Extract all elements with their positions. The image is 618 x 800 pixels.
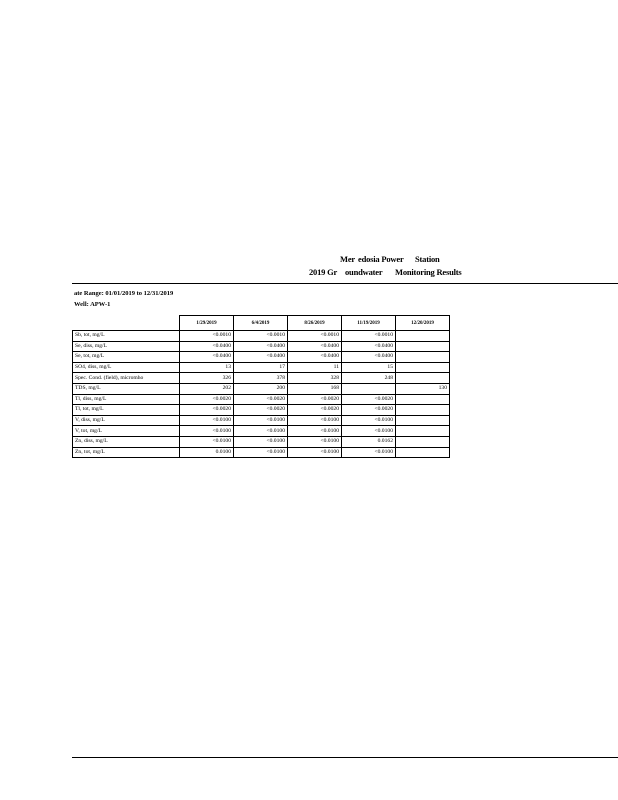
value-cell: <0.0100 xyxy=(234,447,288,458)
column-header-date: 1/29/2019 xyxy=(180,316,234,331)
value-cell: 17 xyxy=(234,362,288,373)
value-cell xyxy=(342,383,396,394)
title-line1-part2: edosia Power xyxy=(358,254,404,264)
value-cell: 130 xyxy=(396,383,450,394)
value-cell: 378 xyxy=(234,373,288,384)
well-label: Well: APW-1 xyxy=(74,301,111,308)
column-header-date: 11/19/2019 xyxy=(342,316,396,331)
table-row xyxy=(73,362,450,373)
title-line2-part1: 2019 Gr xyxy=(309,267,338,277)
date-range-label: ate Range: 01/01/2019 to 12/31/2019 xyxy=(74,290,174,297)
value-cell: <0.0100 xyxy=(180,436,234,447)
parameter-cell: Se, tot, mg/L xyxy=(73,352,180,363)
table-row xyxy=(73,331,450,342)
parameter-cell: Sb, tot, mg/L xyxy=(73,331,180,342)
title-line1-part1: Mer xyxy=(340,254,355,264)
column-header-date: 8/26/2019 xyxy=(288,316,342,331)
parameter-cell: Zn, tot, mg/L xyxy=(73,447,180,458)
column-header-date: 6/4/2019 xyxy=(234,316,288,331)
value-cell xyxy=(396,341,450,352)
value-cell: 326 xyxy=(180,373,234,384)
value-cell: <0.0020 xyxy=(180,405,234,416)
value-cell xyxy=(396,426,450,437)
value-cell: <0.0020 xyxy=(288,394,342,405)
value-cell: <0.0400 xyxy=(234,352,288,363)
table-row xyxy=(73,447,450,458)
title-line2-part2: oundwater xyxy=(345,267,383,277)
value-cell: 0.0100 xyxy=(180,447,234,458)
value-cell xyxy=(396,394,450,405)
parameter-cell: Tl, diss, mg/L xyxy=(73,394,180,405)
parameter-cell: V, diss, mg/L xyxy=(73,415,180,426)
value-cell xyxy=(396,362,450,373)
parameter-cell: TDS, mg/L xyxy=(73,383,180,394)
value-cell: <0.0020 xyxy=(234,405,288,416)
value-cell: 15 xyxy=(342,362,396,373)
value-cell: 328 xyxy=(288,373,342,384)
value-cell xyxy=(396,436,450,447)
value-cell: <0.0100 xyxy=(342,415,396,426)
value-cell: <0.0100 xyxy=(288,426,342,437)
value-cell: <0.0400 xyxy=(288,352,342,363)
value-cell: 11 xyxy=(288,362,342,373)
value-cell: <0.0100 xyxy=(234,436,288,447)
value-cell xyxy=(396,331,450,342)
value-cell xyxy=(396,373,450,384)
value-cell: 248 xyxy=(342,373,396,384)
value-cell: <0.0020 xyxy=(288,405,342,416)
value-cell: 202 xyxy=(180,383,234,394)
value-cell xyxy=(396,415,450,426)
value-cell: 200 xyxy=(234,383,288,394)
parameter-cell: Se, diss, mg/L xyxy=(73,341,180,352)
value-cell: <0.0020 xyxy=(342,405,396,416)
value-cell: <0.0100 xyxy=(180,415,234,426)
header-blank-cell xyxy=(73,316,180,331)
column-header-date: 12/20/2019 xyxy=(396,316,450,331)
parameter-cell: Zn, diss, mg/L xyxy=(73,436,180,447)
value-cell: <0.0400 xyxy=(342,341,396,352)
parameter-cell: Spec. Cond. (field), micromho xyxy=(73,373,180,384)
value-cell: <0.0100 xyxy=(234,426,288,437)
table-row xyxy=(73,405,450,416)
value-cell: <0.0100 xyxy=(288,436,342,447)
value-cell: <0.0010 xyxy=(342,331,396,342)
results-table xyxy=(72,315,450,458)
parameter-cell: SO4, diss, mg/L xyxy=(73,362,180,373)
value-cell: 168 xyxy=(288,383,342,394)
value-cell: <0.0400 xyxy=(342,352,396,363)
table-row xyxy=(73,383,450,394)
footer-divider xyxy=(72,757,618,758)
value-cell: <0.0100 xyxy=(342,426,396,437)
table-row xyxy=(73,426,450,437)
value-cell: 13 xyxy=(180,362,234,373)
value-cell: <0.0020 xyxy=(234,394,288,405)
value-cell: <0.0100 xyxy=(342,447,396,458)
value-cell: <0.0100 xyxy=(234,415,288,426)
title-line1-part3: Station xyxy=(415,254,440,264)
value-cell xyxy=(396,405,450,416)
value-cell xyxy=(396,447,450,458)
value-cell: <0.0400 xyxy=(234,341,288,352)
value-cell: <0.0400 xyxy=(288,341,342,352)
table-row xyxy=(73,394,450,405)
parameter-cell: V, tot, mg/L xyxy=(73,426,180,437)
parameter-cell: Tl, tot, mg/L xyxy=(73,405,180,416)
value-cell: <0.0010 xyxy=(180,331,234,342)
title-line2-part3: Monitoring Results xyxy=(395,267,462,277)
header-divider xyxy=(72,283,618,284)
value-cell: <0.0010 xyxy=(234,331,288,342)
table-row xyxy=(73,341,450,352)
value-cell: <0.0020 xyxy=(180,394,234,405)
value-cell: <0.0010 xyxy=(288,331,342,342)
value-cell xyxy=(396,352,450,363)
results-body xyxy=(73,331,450,458)
table-header-row xyxy=(73,316,450,331)
value-cell: <0.0400 xyxy=(180,341,234,352)
value-cell: 0.0162 xyxy=(342,436,396,447)
value-cell: <0.0020 xyxy=(342,394,396,405)
table-row xyxy=(73,373,450,384)
table-row xyxy=(73,352,450,363)
value-cell: <0.0400 xyxy=(180,352,234,363)
value-cell: <0.0100 xyxy=(288,447,342,458)
value-cell: <0.0100 xyxy=(288,415,342,426)
table-row xyxy=(73,415,450,426)
table-row xyxy=(73,436,450,447)
value-cell: <0.0100 xyxy=(180,426,234,437)
